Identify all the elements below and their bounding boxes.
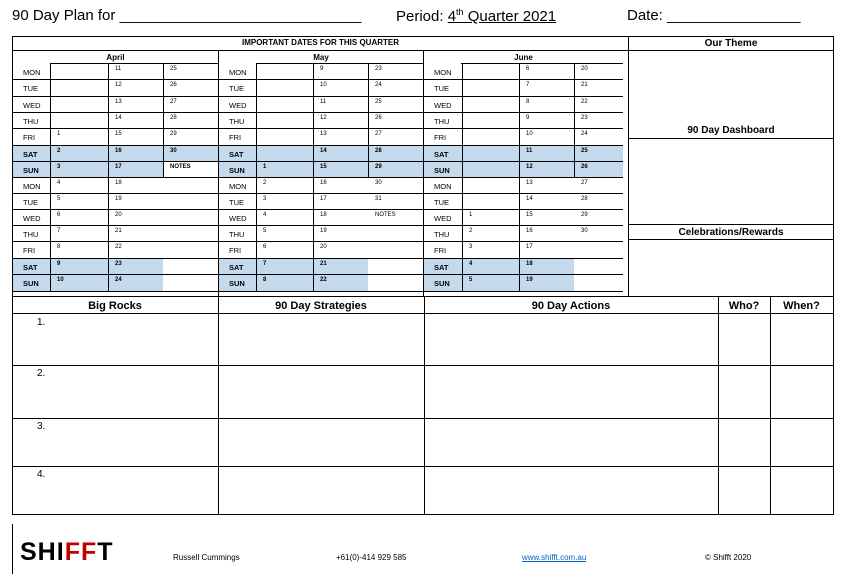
- day-label: SAT: [434, 263, 449, 272]
- date-number[interactable]: 24: [581, 131, 588, 137]
- date-number[interactable]: 8: [526, 99, 530, 105]
- date-number[interactable]: 21: [581, 82, 588, 88]
- calendar-col-line: [256, 63, 257, 291]
- footer-copyright: © Shifft 2020: [705, 553, 752, 562]
- calendar-row-line: [219, 96, 423, 97]
- plan-row-line: [12, 418, 834, 419]
- day-label: SUN: [434, 166, 450, 175]
- calendar-row-line: [424, 258, 623, 259]
- day-label: FRI: [434, 133, 447, 142]
- calendar-row-line: [424, 112, 623, 113]
- day-label: WED: [23, 101, 41, 110]
- day-label: WED: [23, 214, 41, 223]
- day-label: SUN: [229, 279, 245, 288]
- top-border: [12, 36, 834, 37]
- date-number[interactable]: 11: [115, 66, 122, 72]
- day-label: THU: [23, 117, 39, 126]
- date-number[interactable]: 25: [375, 99, 382, 105]
- calendar-col-line: [163, 63, 164, 177]
- calendar-row-line: [219, 225, 423, 226]
- date-number[interactable]: 31: [375, 196, 382, 202]
- period-label: Period: 4th Quarter 2021: [396, 7, 557, 25]
- day-label: MON: [23, 182, 41, 191]
- date-number[interactable]: 19: [115, 196, 122, 202]
- calendar-col-line: [50, 63, 51, 291]
- date-number[interactable]: 9: [320, 66, 324, 72]
- date-number[interactable]: 4: [469, 261, 473, 267]
- calendar-row-line: [13, 209, 218, 210]
- calendar-col-line: [574, 63, 575, 177]
- calendar-row-line: [424, 177, 623, 178]
- month-name-june: June: [514, 53, 533, 62]
- calendar-row-line: [13, 128, 218, 129]
- month-name-may: May: [313, 53, 329, 62]
- grid-line: [770, 296, 771, 515]
- date-number[interactable]: 4: [57, 180, 61, 186]
- calendar-row-line: [219, 291, 423, 292]
- date-number[interactable]: 7: [526, 82, 530, 88]
- date-number[interactable]: 29: [170, 131, 177, 137]
- date-number[interactable]: 14: [115, 115, 122, 121]
- our-theme-title: Our Theme: [704, 38, 758, 49]
- date-number[interactable]: 25: [170, 66, 177, 72]
- shifft-logo: SHIFFT: [20, 538, 114, 566]
- day-label: THU: [434, 117, 450, 126]
- date-number[interactable]: 11: [526, 148, 533, 154]
- date-number[interactable]: 28: [375, 148, 382, 154]
- big-rock-1-number: 1.: [37, 317, 46, 328]
- calendar-row-line: [219, 79, 423, 80]
- date-number[interactable]: 25: [581, 148, 588, 154]
- calendar-col-line: [519, 63, 520, 291]
- footer-phone: +61(0)-414 929 585: [336, 553, 407, 562]
- celebrations-title-top: [629, 224, 834, 225]
- calendar-row-line: [424, 209, 623, 210]
- date-number[interactable]: 2: [263, 180, 267, 186]
- date-number[interactable]: 7: [263, 261, 267, 267]
- date-number[interactable]: 5: [469, 277, 473, 283]
- day-label: TUE: [229, 84, 244, 93]
- day-label: FRI: [23, 246, 36, 255]
- date-number[interactable]: 11: [320, 99, 327, 105]
- date-number[interactable]: 16: [320, 180, 327, 186]
- date-number[interactable]: 23: [115, 261, 122, 267]
- date-number[interactable]: 26: [375, 115, 382, 121]
- weekend-shade: [424, 146, 623, 161]
- date-number[interactable]: 29: [375, 164, 382, 170]
- left-border: [12, 36, 13, 515]
- date-number[interactable]: 3: [469, 244, 473, 250]
- big-rock-4-number: 4.: [37, 469, 46, 480]
- day-label: MON: [229, 68, 247, 77]
- calendar-row-line: [424, 145, 623, 146]
- actions-header: 90 Day Actions: [531, 300, 611, 312]
- footer-website-link[interactable]: www.shifft.com.au: [522, 553, 587, 562]
- day-label: SAT: [23, 150, 38, 159]
- date-number[interactable]: 6: [263, 244, 267, 250]
- day-label: TUE: [434, 84, 449, 93]
- month-divider: [423, 50, 424, 296]
- dashboard-title-top: [629, 138, 834, 139]
- date-number[interactable]: 15: [320, 164, 327, 170]
- calendar-col-line: [368, 63, 369, 177]
- date-number[interactable]: 10: [320, 82, 327, 88]
- grid-line: [218, 296, 219, 515]
- calendar-col-line: [108, 63, 109, 291]
- date-number[interactable]: 30: [581, 228, 588, 234]
- date-number[interactable]: 18: [320, 212, 327, 218]
- day-label: TUE: [23, 198, 38, 207]
- calendar-row-line: [13, 241, 218, 242]
- date-number[interactable]: 24: [375, 82, 382, 88]
- date-number[interactable]: 10: [57, 277, 64, 283]
- calendar-row-line: [424, 128, 623, 129]
- date-number[interactable]: 23: [375, 66, 382, 72]
- calendar-row-line: [13, 79, 218, 80]
- calendar-bottom-border: [12, 296, 834, 297]
- calendar-row-line: [13, 258, 218, 259]
- date-number[interactable]: 27: [375, 131, 382, 137]
- date-number[interactable]: 8: [57, 244, 61, 250]
- plan-header-bottom: [12, 313, 834, 314]
- date-number[interactable]: 10: [526, 131, 533, 137]
- day-label: SUN: [434, 279, 450, 288]
- calendar-row-line: [13, 112, 218, 113]
- right-panel-divider: [628, 36, 629, 297]
- calendar-row-line: [13, 274, 218, 275]
- weekend-shade: [424, 162, 623, 177]
- calendar-row-line: [219, 177, 423, 178]
- date-number[interactable]: 13: [115, 99, 122, 105]
- dashboard-title: 90 Day Dashboard: [687, 125, 775, 136]
- calendar-row-line: [219, 161, 423, 162]
- date-number[interactable]: 22: [320, 277, 327, 283]
- calendar-row-line: [13, 145, 218, 146]
- celebrations-title-bottom: [629, 239, 834, 240]
- date-number[interactable]: 14: [526, 196, 533, 202]
- big-rock-2-number: 2.: [37, 368, 46, 379]
- calendar-row-line: [219, 241, 423, 242]
- calendar-row-line: [219, 274, 423, 275]
- day-label: THU: [229, 230, 245, 239]
- plan-row-line: [12, 365, 834, 366]
- day-label: WED: [229, 101, 247, 110]
- day-label: SAT: [229, 150, 244, 159]
- day-label: SAT: [23, 263, 38, 272]
- day-label: THU: [23, 230, 39, 239]
- day-label: MON: [229, 182, 247, 191]
- calendar-row-line: [219, 128, 423, 129]
- day-label: FRI: [23, 133, 36, 142]
- calendar-row-line: [13, 161, 218, 162]
- calendar-title: IMPORTANT DATES FOR THIS QUARTER: [241, 38, 400, 47]
- date-number[interactable]: 22: [581, 99, 588, 105]
- date-blank[interactable]: ________________: [667, 7, 801, 24]
- day-label: TUE: [229, 198, 244, 207]
- day-label: WED: [434, 101, 452, 110]
- date-number[interactable]: 26: [170, 82, 177, 88]
- date-number[interactable]: 20: [115, 212, 122, 218]
- calendar-row-line: [219, 145, 423, 146]
- plan-bottom-border: [12, 514, 834, 515]
- date-number[interactable]: 20: [320, 244, 327, 250]
- date-number[interactable]: 12: [320, 115, 327, 121]
- date-number[interactable]: 22: [115, 244, 122, 250]
- calendar-col-line: [462, 63, 463, 291]
- big-rock-3-number: 3.: [37, 421, 46, 432]
- date-number[interactable]: 9: [526, 115, 530, 121]
- period-value: 4th Quarter 2021: [447, 7, 557, 25]
- date-number[interactable]: 9: [57, 261, 61, 267]
- date-number[interactable]: 27: [581, 180, 588, 186]
- grid-line: [718, 296, 719, 515]
- date-number[interactable]: 17: [115, 164, 122, 170]
- date-number[interactable]: 15: [526, 212, 533, 218]
- day-label: THU: [434, 230, 450, 239]
- date-number[interactable]: 28: [170, 115, 177, 121]
- date-number[interactable]: 17: [526, 244, 533, 250]
- date-number[interactable]: 7: [57, 228, 61, 234]
- calendar-row-line: [424, 241, 623, 242]
- date-number[interactable]: 19: [526, 277, 533, 283]
- footer-name: Russell Cummings: [173, 553, 240, 562]
- day-label: MON: [434, 182, 452, 191]
- date-number[interactable]: 5: [263, 228, 267, 234]
- day-label: THU: [229, 117, 245, 126]
- month-header-line: [50, 63, 218, 64]
- calendar-row-line: [424, 193, 623, 194]
- date-number[interactable]: 29: [581, 212, 588, 218]
- calendar-row-line: [13, 291, 218, 292]
- plan-name-blank[interactable]: _____________________________: [119, 7, 362, 24]
- date-number[interactable]: 8: [263, 277, 267, 283]
- date-number[interactable]: 27: [170, 99, 177, 105]
- date-number[interactable]: 15: [115, 131, 122, 137]
- date-label: Date: ________________: [627, 7, 801, 24]
- calendar-row-line: [219, 258, 423, 259]
- date-number[interactable]: 3: [263, 196, 267, 202]
- day-label: FRI: [229, 246, 242, 255]
- date-number[interactable]: 1: [469, 212, 473, 218]
- who-header: Who?: [728, 300, 760, 312]
- calendar-row-line: [424, 161, 623, 162]
- footer-divider: [12, 524, 13, 574]
- date-number[interactable]: 3: [57, 164, 61, 170]
- plan-row-line: [12, 466, 834, 467]
- day-label: FRI: [229, 133, 242, 142]
- date-number[interactable]: 1: [263, 164, 267, 170]
- calendar-row-line: [219, 209, 423, 210]
- date-number[interactable]: 6: [526, 66, 530, 72]
- calendar-row-line: [13, 225, 218, 226]
- date-number[interactable]: 2: [469, 228, 473, 234]
- date-number[interactable]: 17: [320, 196, 327, 202]
- date-number[interactable]: 12: [526, 164, 533, 170]
- date-number[interactable]: 5: [57, 196, 61, 202]
- day-label: TUE: [23, 84, 38, 93]
- calendar-row-line: [424, 274, 623, 275]
- date-number[interactable]: 13: [526, 180, 533, 186]
- day-label: SUN: [23, 166, 39, 175]
- strategies-header: 90 Day Strategies: [275, 300, 367, 312]
- date-number[interactable]: 28: [581, 196, 588, 202]
- date-number[interactable]: 24: [115, 277, 122, 283]
- day-label: SAT: [229, 263, 244, 272]
- date-number[interactable]: 16: [115, 148, 122, 154]
- calendar-row-line: [424, 225, 623, 226]
- day-label: SUN: [23, 279, 39, 288]
- date-number[interactable]: 4: [263, 212, 267, 218]
- date-number[interactable]: 16: [526, 228, 533, 234]
- when-header: When?: [783, 300, 820, 312]
- calendar-row-line: [424, 291, 623, 292]
- date-number[interactable]: 20: [581, 66, 588, 72]
- calendar-title-bottom: [12, 50, 629, 51]
- day-label: MON: [434, 68, 452, 77]
- big-rocks-header: Big Rocks: [88, 300, 142, 312]
- month-divider: [218, 50, 219, 296]
- date-number[interactable]: 30: [375, 180, 382, 186]
- calendar-row-line: [13, 193, 218, 194]
- day-label: SUN: [229, 166, 245, 175]
- date-number[interactable]: 18: [115, 180, 122, 186]
- grid-line: [424, 296, 425, 515]
- date-number[interactable]: 21: [320, 261, 327, 267]
- plan-label: 90 Day Plan for _____________________________: [12, 7, 362, 24]
- date-number[interactable]: 1: [57, 131, 61, 137]
- date-number[interactable]: 26: [581, 164, 588, 170]
- date-number[interactable]: 12: [115, 82, 122, 88]
- month-name-april: April: [106, 53, 125, 62]
- calendar-row-line: [424, 96, 623, 97]
- date-number[interactable]: 23: [581, 115, 588, 121]
- calendar-row-line: [13, 96, 218, 97]
- date-number[interactable]: 21: [115, 228, 122, 234]
- notes-label: NOTES: [375, 212, 396, 218]
- date-number[interactable]: 14: [320, 148, 327, 154]
- calendar-row-line: [219, 193, 423, 194]
- calendar-col-line: [313, 63, 314, 291]
- calendar-row-line: [424, 79, 623, 80]
- date-number[interactable]: 30: [170, 148, 177, 154]
- celebrations-title: Celebrations/Rewards: [678, 227, 784, 238]
- date-number[interactable]: 6: [57, 212, 61, 218]
- month-header-line: [461, 63, 623, 64]
- day-label: WED: [229, 214, 247, 223]
- day-label: WED: [434, 214, 452, 223]
- calendar-row-line: [219, 112, 423, 113]
- theme-title-bottom: [629, 50, 834, 51]
- day-label: FRI: [434, 246, 447, 255]
- date-number[interactable]: 19: [320, 228, 327, 234]
- right-border: [833, 36, 834, 515]
- calendar-row-line: [13, 177, 218, 178]
- month-header-line: [256, 63, 423, 64]
- day-label: SAT: [434, 150, 449, 159]
- date-number[interactable]: 18: [526, 261, 533, 267]
- date-number[interactable]: 13: [320, 131, 327, 137]
- notes-label: NOTES: [170, 164, 191, 170]
- date-number[interactable]: 2: [57, 148, 61, 154]
- day-label: MON: [23, 68, 41, 77]
- day-label: TUE: [434, 198, 449, 207]
